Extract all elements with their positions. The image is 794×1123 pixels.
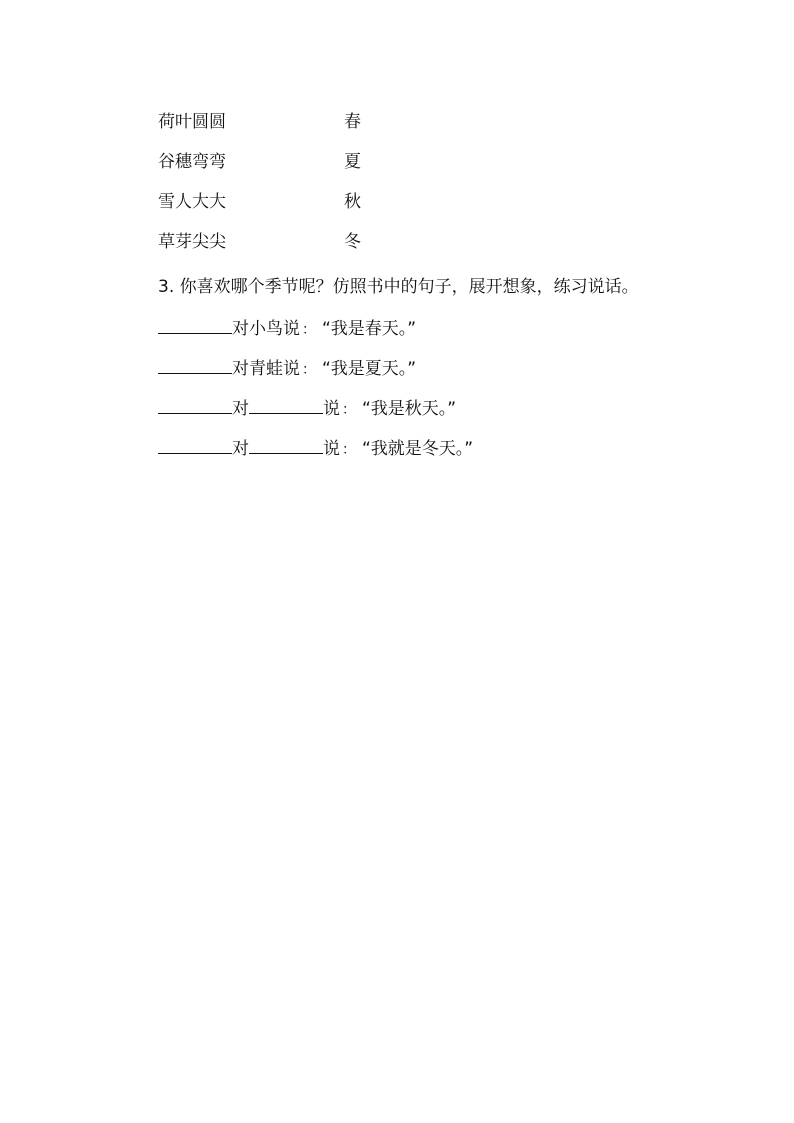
fill-line-1 — [158, 316, 416, 341]
match-right-item: 冬 — [344, 232, 361, 252]
quote-text: “我是秋天。” — [362, 399, 457, 419]
question-3: 3. 你喜欢哪个季节呢？仿照书中的句子，展开想象，练习说话。 — [158, 277, 639, 297]
line-text: 对小鸟说 — [232, 319, 300, 339]
match-left-item: 雪人大大 — [158, 192, 226, 212]
colon: ： — [342, 402, 356, 418]
match-right-item: 春 — [344, 112, 361, 132]
answer-blank[interactable] — [158, 396, 232, 414]
match-right-item: 秋 — [344, 192, 361, 212]
answer-blank[interactable] — [158, 436, 232, 454]
line-text: 对 — [232, 439, 249, 459]
line-text: 对青蛙说 — [232, 359, 300, 379]
colon: ： — [342, 442, 356, 458]
line-text: 说 — [323, 439, 340, 459]
answer-blank[interactable] — [249, 396, 323, 414]
fill-line-2 — [158, 356, 416, 381]
match-right-item: 夏 — [344, 152, 361, 172]
quote-text: “我就是冬天。” — [362, 439, 474, 459]
fill-line-4 — [158, 436, 473, 461]
answer-blank[interactable] — [249, 436, 323, 454]
colon: ： — [302, 322, 316, 338]
line-text: 说 — [323, 399, 340, 419]
match-left-item: 草芽尖尖 — [158, 232, 226, 252]
answer-blank[interactable] — [158, 316, 232, 334]
answer-blank[interactable] — [158, 356, 232, 374]
match-left-item: 荷叶圆圆 — [158, 112, 226, 132]
quote-text: “我是春天。” — [322, 319, 417, 339]
colon: ： — [302, 362, 316, 378]
match-left-item: 谷穗弯弯 — [158, 152, 226, 172]
line-text: 对 — [232, 399, 249, 419]
quote-text: “我是夏天。” — [322, 359, 417, 379]
fill-line-3 — [158, 396, 456, 421]
